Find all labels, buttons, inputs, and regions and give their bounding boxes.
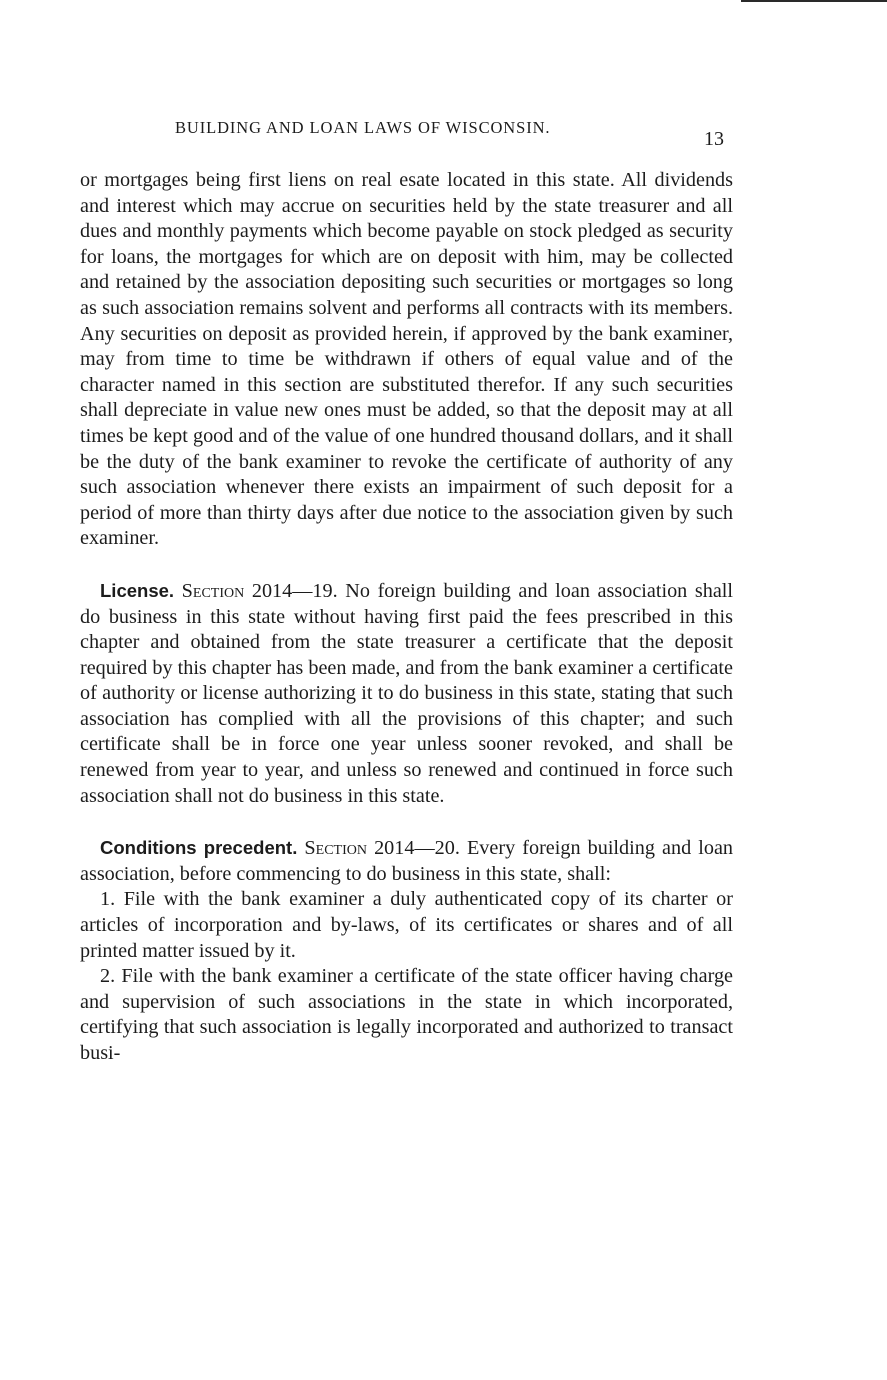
- section-label: Section: [181, 579, 245, 602]
- section-number: 2014—19.: [251, 579, 338, 602]
- section-heading-license: License.: [100, 579, 175, 601]
- continuation-paragraph: or mortgages being first liens on real esate located in this state. All dividends and interest which may accrue on securities held by the state treasurer and all dues and monthly payments which become payable on stock pledged as security for loans, the mortgages for which are on deposit with him, may be collected and retained by the association depositing such securities or mortgages so long as such association remains solvent and performs all contracts with its members. Any securities on deposit as provided herein, if approved by the bank examiner, may from time to time be withdrawn if others of equal value and of the character named in this section are substituted therefor. If any such securities shall depreciate in value new ones must be added, so that the deposit may at all times be kept good and of the value of one hundred thousand dollars, and it shall be the duty of the bank examiner to revoke the certificate of authority of any such association whenever there exists an impairment of such deposit for a period of more than thirty days after due notice to the association given by such examiner.: [80, 169, 733, 550]
- section-license: [80, 578, 733, 809]
- list-item: 1. File with the bank examiner a duly authenticated copy of its charter or articles of incorporation and by-laws, of its certificates or shares and of all printed matter issued by it.: [80, 888, 733, 962]
- section-text: Every foreign building and loan association, before commencing to do business in this state, shall:: [80, 837, 734, 885]
- section-number: 2014—20.: [374, 837, 460, 860]
- section-text: No foreign building and loan association shall do business in this state without having first paid the fees prescribed in this chapter and obtained from the state treasurer a certificate that the deposit required by this chapter has been made, and from the bank examiner a certificate of authority or license authorizing it to do business in this state, stating that such association has complied with all the provisions of this chapter; and such certificate shall be in force one year unless sooner revoked, and shall be renewed from year to year, and unless so renewed and continued in force such association shall not do business in this state.: [80, 579, 734, 807]
- running-title: BUILDING AND LOAN LAWS OF WISCONSIN.: [175, 118, 551, 137]
- section-label: Section: [304, 837, 367, 860]
- top-edge-rule: [741, 0, 887, 2]
- page-number: 13: [704, 128, 724, 150]
- section-heading-conditions: Conditions precedent.: [100, 837, 298, 859]
- section-conditions-precedent: [80, 835, 733, 887]
- page-body: [80, 168, 733, 1067]
- list-item: 2. File with the bank examiner a certificate of the state officer having charge and supervision of such associations in the state in which incorporated, certifying that such association is legally incorporated and authorized to transact busi-: [80, 965, 733, 1064]
